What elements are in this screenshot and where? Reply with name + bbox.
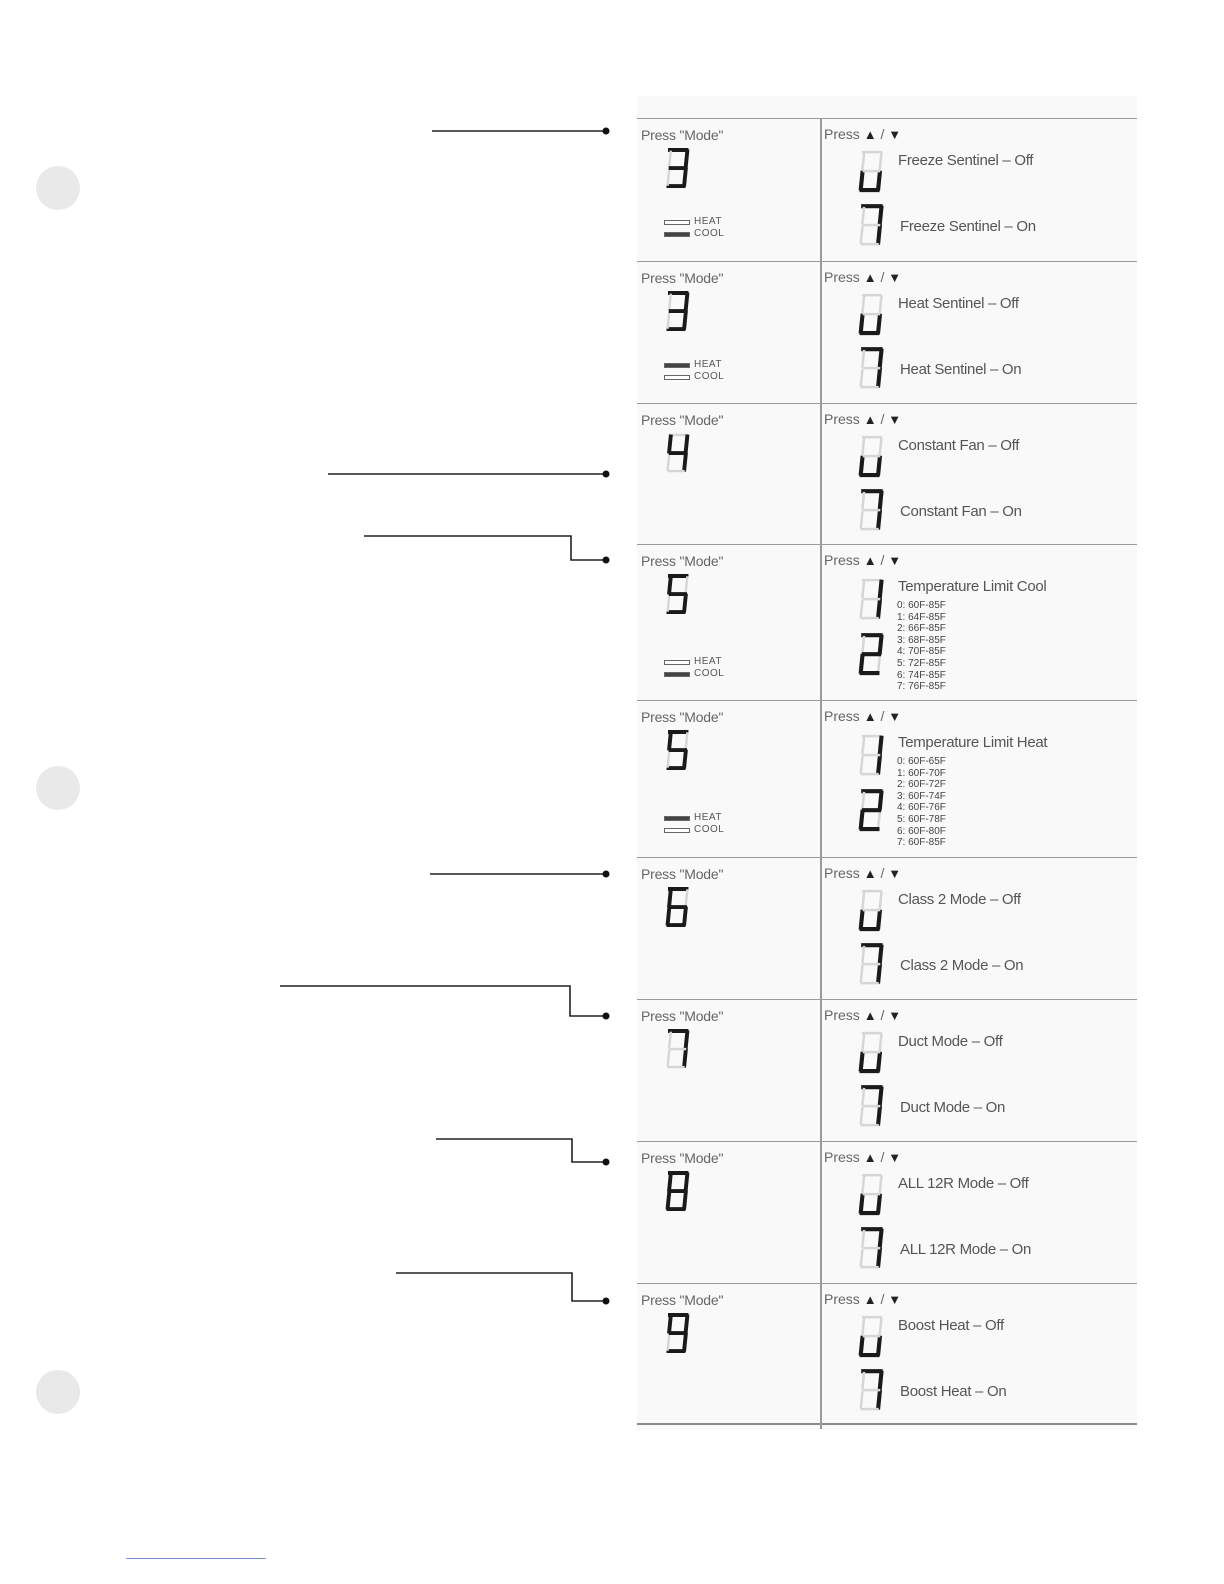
n-digit-icon bbox=[858, 942, 884, 986]
option-off-text: Boost Heat – Off bbox=[898, 1317, 1004, 1334]
down-arrow-icon: ▼ bbox=[888, 127, 902, 142]
heat-bar bbox=[664, 816, 690, 821]
limit-item: 3: 60F-74F bbox=[897, 790, 946, 802]
u-digit-icon bbox=[858, 1314, 884, 1358]
mode-digit-5 bbox=[665, 729, 690, 771]
digit-2 bbox=[858, 788, 884, 832]
option-on-text: Constant Fan – On bbox=[900, 503, 1022, 520]
limit-item: 4: 70F-85F bbox=[897, 646, 946, 658]
on-digit-display bbox=[858, 942, 884, 991]
cool-bar bbox=[664, 672, 690, 677]
arrow-separator: / bbox=[880, 708, 885, 724]
leader-dot bbox=[603, 1013, 610, 1020]
limit-list bbox=[897, 600, 946, 693]
mode-digit-display bbox=[665, 432, 690, 479]
option-on-text: ALL 12R Mode – On bbox=[900, 1241, 1032, 1258]
setting-row bbox=[637, 857, 1137, 999]
limit-title: Temperature Limit Heat bbox=[898, 734, 1048, 751]
press-arrows-label bbox=[824, 708, 901, 724]
cool-bar bbox=[664, 232, 690, 237]
option-off-text: Duct Mode – Off bbox=[898, 1033, 1003, 1050]
off-digit-display bbox=[858, 888, 884, 937]
press-mode-label: Press "Mode" bbox=[641, 866, 724, 882]
arrow-separator: / bbox=[880, 1149, 885, 1165]
mode-digit-9 bbox=[665, 1312, 690, 1354]
cool-label: COOL bbox=[694, 824, 725, 835]
down-arrow-icon: ▼ bbox=[888, 270, 902, 285]
column-divider bbox=[820, 118, 822, 1429]
mode-digit-5 bbox=[665, 573, 690, 615]
up-arrow-icon: ▲ bbox=[863, 1150, 877, 1165]
press-label: Press bbox=[824, 552, 860, 568]
press-mode-label: Press "Mode" bbox=[641, 1292, 724, 1308]
press-mode-label: Press "Mode" bbox=[641, 553, 724, 569]
press-mode-label: Press "Mode" bbox=[641, 1150, 724, 1166]
on-digit-display bbox=[858, 488, 884, 537]
n-digit-icon bbox=[858, 203, 884, 247]
arrow-separator: / bbox=[880, 1007, 885, 1023]
option-on-text: Freeze Sentinel – On bbox=[900, 218, 1036, 235]
heat-bar bbox=[664, 363, 690, 368]
down-arrow-icon: ▼ bbox=[888, 412, 902, 427]
option-off-text: Freeze Sentinel – Off bbox=[898, 152, 1034, 169]
on-digit-display bbox=[858, 203, 884, 252]
digit-2 bbox=[858, 632, 884, 676]
press-label: Press bbox=[824, 708, 860, 724]
limit-digit-top bbox=[858, 733, 884, 782]
limit-title: Temperature Limit Cool bbox=[898, 578, 1047, 595]
down-arrow-icon: ▼ bbox=[888, 1150, 902, 1165]
option-on-text: Boost Heat – On bbox=[900, 1383, 1007, 1400]
cool-label: COOL bbox=[694, 668, 725, 679]
press-label: Press bbox=[824, 1291, 860, 1307]
footer-link-underline bbox=[126, 1558, 266, 1559]
n-digit-icon bbox=[858, 346, 884, 390]
leader-line bbox=[396, 1273, 606, 1301]
press-label: Press bbox=[824, 1149, 860, 1165]
heat-label: HEAT bbox=[694, 359, 722, 370]
heat-bar bbox=[664, 660, 690, 665]
up-arrow-icon: ▲ bbox=[863, 127, 877, 142]
option-off-text: ALL 12R Mode – Off bbox=[898, 1175, 1029, 1192]
press-mode-label: Press "Mode" bbox=[641, 1008, 724, 1024]
leader-line bbox=[280, 986, 606, 1016]
leader-dot bbox=[603, 557, 610, 564]
leader-dot bbox=[603, 1298, 610, 1305]
mode-digit-display bbox=[665, 290, 690, 337]
limit-item: 7: 60F-85F bbox=[897, 837, 946, 849]
press-label: Press bbox=[824, 411, 860, 427]
down-arrow-icon: ▼ bbox=[888, 553, 902, 568]
limit-item: 4: 60F-76F bbox=[897, 802, 946, 814]
setting-row bbox=[637, 700, 1137, 857]
limit-item: 5: 60F-78F bbox=[897, 813, 946, 825]
press-arrows-label bbox=[824, 865, 901, 881]
mode-digit-4 bbox=[665, 432, 690, 474]
heat-label: HEAT bbox=[694, 812, 722, 823]
press-arrows-label bbox=[824, 1149, 901, 1165]
option-on-text: Heat Sentinel – On bbox=[900, 361, 1022, 378]
cool-label: COOL bbox=[694, 228, 725, 239]
up-arrow-icon: ▲ bbox=[863, 412, 877, 427]
mode-digit-3 bbox=[665, 290, 690, 332]
leader-dot bbox=[603, 471, 610, 478]
mode-digit-display bbox=[665, 573, 690, 620]
u-digit-icon bbox=[858, 1172, 884, 1216]
up-arrow-icon: ▲ bbox=[863, 1292, 877, 1307]
u-digit-icon bbox=[858, 149, 884, 193]
heat-cool-indicator bbox=[664, 217, 734, 243]
limit-item: 0: 60F-85F bbox=[897, 600, 946, 611]
arrow-separator: / bbox=[880, 865, 885, 881]
up-arrow-icon: ▲ bbox=[863, 270, 877, 285]
digit-1 bbox=[858, 733, 884, 777]
arrow-separator: / bbox=[880, 1291, 885, 1307]
option-on-text: Duct Mode – On bbox=[900, 1099, 1006, 1116]
up-arrow-icon: ▲ bbox=[863, 553, 877, 568]
down-arrow-icon: ▼ bbox=[888, 1008, 902, 1023]
press-mode-label: Press "Mode" bbox=[641, 127, 724, 143]
press-label: Press bbox=[824, 269, 860, 285]
limit-item: 7: 76F-85F bbox=[897, 681, 946, 693]
option-on-text: Class 2 Mode – On bbox=[900, 957, 1024, 974]
mode-digit-display bbox=[665, 1028, 690, 1075]
off-digit-display bbox=[858, 434, 884, 483]
up-arrow-icon: ▲ bbox=[863, 866, 877, 881]
press-arrows-label bbox=[824, 269, 901, 285]
press-mode-label: Press "Mode" bbox=[641, 709, 724, 725]
heat-cool-indicator bbox=[664, 657, 734, 683]
mode-digit-3 bbox=[665, 147, 690, 189]
leader-dot bbox=[603, 1159, 610, 1166]
mode-digit-display bbox=[665, 729, 690, 776]
option-off-text: Class 2 Mode – Off bbox=[898, 891, 1021, 908]
limit-item: 2: 60F-72F bbox=[897, 779, 946, 791]
mode-digit-display bbox=[665, 886, 690, 933]
limit-item: 1: 60F-70F bbox=[897, 767, 946, 779]
press-label: Press bbox=[824, 126, 860, 142]
n-digit-icon bbox=[858, 1084, 884, 1128]
option-off-text: Heat Sentinel – Off bbox=[898, 295, 1019, 312]
n-digit-icon bbox=[858, 1368, 884, 1412]
press-label: Press bbox=[824, 865, 860, 881]
leader-dot bbox=[603, 128, 610, 135]
settings-rows bbox=[637, 118, 1137, 1425]
heat-bar bbox=[664, 220, 690, 225]
press-arrows-label bbox=[824, 126, 901, 142]
heat-label: HEAT bbox=[694, 216, 722, 227]
option-off-text: Constant Fan – Off bbox=[898, 437, 1020, 454]
off-digit-display bbox=[858, 1030, 884, 1079]
off-digit-display bbox=[858, 1314, 884, 1363]
off-digit-display bbox=[858, 292, 884, 341]
setting-row bbox=[637, 261, 1137, 403]
down-arrow-icon: ▼ bbox=[888, 709, 902, 724]
on-digit-display bbox=[858, 346, 884, 395]
settings-table bbox=[637, 96, 1137, 1430]
cool-bar bbox=[664, 375, 690, 380]
press-arrows-label bbox=[824, 1291, 901, 1307]
setting-row bbox=[637, 1141, 1137, 1283]
limit-item: 3: 68F-85F bbox=[897, 634, 946, 646]
press-arrows-label bbox=[824, 552, 901, 568]
arrow-separator: / bbox=[880, 126, 885, 142]
press-mode-label: Press "Mode" bbox=[641, 412, 724, 428]
u-digit-icon bbox=[858, 434, 884, 478]
on-digit-display bbox=[858, 1084, 884, 1133]
press-arrows-label bbox=[824, 411, 901, 427]
limit-item: 5: 72F-85F bbox=[897, 657, 946, 669]
press-mode-label: Press "Mode" bbox=[641, 270, 724, 286]
limit-list bbox=[897, 756, 946, 849]
heat-cool-indicator bbox=[664, 360, 734, 386]
arrow-separator: / bbox=[880, 269, 885, 285]
mode-digit-display bbox=[665, 147, 690, 194]
limit-digit-bottom bbox=[858, 788, 884, 837]
on-digit-display bbox=[858, 1226, 884, 1275]
digit-1 bbox=[858, 577, 884, 621]
limit-digit-top bbox=[858, 577, 884, 626]
off-digit-display bbox=[858, 149, 884, 198]
on-digit-display bbox=[858, 1368, 884, 1417]
limit-item: 1: 64F-85F bbox=[897, 611, 946, 623]
heat-cool-indicator bbox=[664, 813, 734, 839]
arrow-separator: / bbox=[880, 411, 885, 427]
mode-digit-display bbox=[665, 1312, 690, 1359]
limit-item: 0: 60F-65F bbox=[897, 756, 946, 767]
setting-row bbox=[637, 544, 1137, 700]
leader-line bbox=[364, 536, 606, 560]
setting-row bbox=[637, 118, 1137, 261]
up-arrow-icon: ▲ bbox=[863, 1008, 877, 1023]
leader-line bbox=[436, 1139, 606, 1162]
cool-label: COOL bbox=[694, 371, 725, 382]
down-arrow-icon: ▼ bbox=[888, 866, 902, 881]
limit-item: 6: 74F-85F bbox=[897, 669, 946, 681]
mode-digit-7 bbox=[665, 1028, 690, 1070]
limit-digit-bottom bbox=[858, 632, 884, 681]
mode-digit-6 bbox=[665, 886, 690, 928]
setting-row bbox=[637, 1283, 1137, 1425]
up-arrow-icon: ▲ bbox=[863, 709, 877, 724]
limit-item: 2: 66F-85F bbox=[897, 623, 946, 635]
u-digit-icon bbox=[858, 292, 884, 336]
mode-digit-8 bbox=[665, 1170, 690, 1212]
limit-item: 6: 60F-80F bbox=[897, 825, 946, 837]
n-digit-icon bbox=[858, 1226, 884, 1270]
press-label: Press bbox=[824, 1007, 860, 1023]
heat-label: HEAT bbox=[694, 656, 722, 667]
down-arrow-icon: ▼ bbox=[888, 1292, 902, 1307]
u-digit-icon bbox=[858, 888, 884, 932]
mode-digit-display bbox=[665, 1170, 690, 1217]
arrow-separator: / bbox=[880, 552, 885, 568]
setting-row bbox=[637, 403, 1137, 544]
cool-bar bbox=[664, 828, 690, 833]
u-digit-icon bbox=[858, 1030, 884, 1074]
n-digit-icon bbox=[858, 488, 884, 532]
leader-dot bbox=[603, 871, 610, 878]
off-digit-display bbox=[858, 1172, 884, 1221]
setting-row bbox=[637, 999, 1137, 1141]
press-arrows-label bbox=[824, 1007, 901, 1023]
